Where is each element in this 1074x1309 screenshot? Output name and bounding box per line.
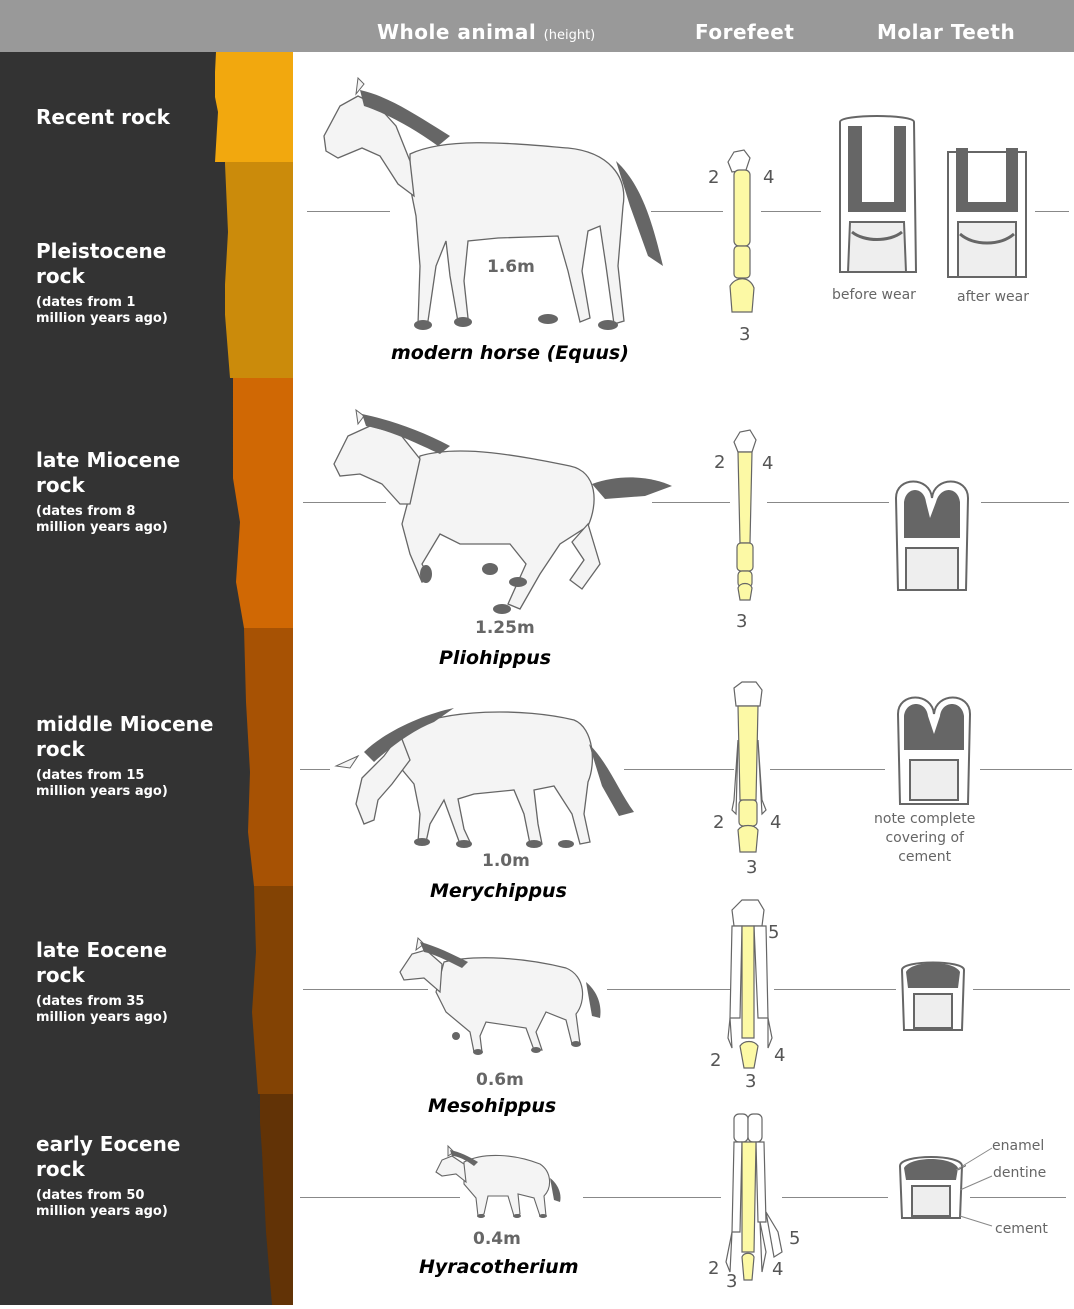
connector-line	[300, 769, 330, 770]
rock-label-middle-miocene: middle Miocene rock	[36, 712, 214, 761]
pliohippus-digit-4: 4	[762, 453, 774, 474]
equus-forefoot	[722, 148, 762, 320]
pliohippus-molar	[892, 478, 972, 598]
header-forefeet: Forefeet	[695, 20, 795, 44]
merychippus-molar	[894, 694, 974, 810]
hyracotherium-illustration	[434, 1144, 564, 1222]
rock-date-late-eocene: (dates from 35 million years ago)	[36, 994, 168, 1025]
connector-line	[767, 502, 889, 503]
before-wear-label: before wear	[832, 287, 916, 303]
equus-molar-after-wear	[944, 142, 1030, 284]
equus-digit-3: 3	[739, 324, 751, 345]
pliohippus-digit-2: 2	[714, 452, 726, 473]
header-height-note: (height)	[543, 28, 596, 43]
hyracotherium-digit-3: 3	[726, 1271, 738, 1292]
rock-layer-recent	[215, 52, 293, 162]
mesohippus-name: Mesohippus	[428, 1095, 557, 1117]
header-bar	[0, 0, 1074, 52]
cement-note: note complete covering of cement	[874, 811, 976, 865]
equus-illustration	[318, 66, 668, 336]
connector-line	[980, 769, 1072, 770]
rock-date-late-miocene: (dates from 8 million years ago)	[36, 504, 168, 535]
mesohippus-digit-3: 3	[745, 1071, 757, 1092]
rock-layer-late-eocene	[252, 886, 293, 1094]
connector-line	[774, 989, 896, 990]
rock-date-pleistocene: (dates from 1 million years ago)	[36, 295, 168, 326]
mesohippus-digit-2: 2	[710, 1050, 722, 1071]
rock-date-early-eocene: (dates from 50 million years ago)	[36, 1188, 168, 1219]
merychippus-height: 1.0m	[482, 851, 530, 871]
rock-label-pleistocene: Pleistocene rock	[36, 239, 167, 288]
hyracotherium-digit-4: 4	[772, 1259, 784, 1280]
merychippus-digit-2: 2	[713, 812, 725, 833]
rock-column	[0, 52, 293, 1305]
pliohippus-digit-3: 3	[736, 611, 748, 632]
equus-name: modern horse (Equus)	[391, 342, 629, 364]
merychippus-name: Merychippus	[430, 880, 567, 902]
connector-line	[782, 1197, 888, 1198]
rock-date-middle-miocene: (dates from 15 million years ago)	[36, 768, 168, 799]
merychippus-digit-3: 3	[746, 857, 758, 878]
pliohippus-illustration	[330, 404, 675, 616]
merychippus-digit-4: 4	[770, 812, 782, 833]
hyracotherium-height: 0.4m	[473, 1229, 521, 1249]
hyracotherium-digit-5: 5	[789, 1228, 801, 1249]
merychippus-illustration	[334, 704, 638, 848]
equus-height: 1.6m	[487, 257, 535, 277]
pliohippus-forefoot	[728, 428, 762, 604]
after-wear-label: after wear	[957, 289, 1029, 305]
mesohippus-digit-4: 4	[774, 1045, 786, 1066]
mesohippus-illustration	[396, 932, 606, 1058]
equus-digit-4: 4	[763, 167, 775, 188]
rock-label-recent: Recent rock	[36, 105, 170, 129]
pliohippus-height: 1.25m	[475, 618, 535, 638]
connector-line	[981, 502, 1069, 503]
equus-molar-before-wear	[834, 112, 920, 284]
merychippus-forefoot	[726, 680, 772, 858]
connector-line	[761, 211, 821, 212]
pliohippus-name: Pliohippus	[439, 647, 552, 669]
rock-label-early-eocene: early Eocene rock	[36, 1132, 181, 1181]
rock-layer-pleistocene	[225, 162, 293, 378]
connector-line	[770, 769, 885, 770]
enamel-label: enamel	[992, 1138, 1045, 1154]
hyracotherium-name: Hyracotherium	[419, 1256, 579, 1278]
mesohippus-molar	[898, 958, 968, 1032]
header-whole-animal: Whole animal (height)	[377, 20, 596, 44]
connector-line	[583, 1197, 721, 1198]
connector-line	[973, 989, 1070, 990]
connector-line	[607, 989, 730, 990]
rock-layer-middle-miocene	[243, 628, 293, 886]
cement-label: cement	[995, 1221, 1048, 1237]
rock-label-late-miocene: late Miocene rock	[36, 448, 181, 497]
mesohippus-height: 0.6m	[476, 1070, 524, 1090]
mesohippus-digit-5: 5	[768, 922, 780, 943]
connector-line	[624, 769, 734, 770]
connector-line	[1035, 211, 1069, 212]
tooth-label-leaders	[952, 1146, 996, 1230]
rock-layer-late-miocene	[233, 378, 293, 628]
hyracotherium-digit-2: 2	[708, 1258, 720, 1279]
rock-label-late-eocene: late Eocene rock	[36, 938, 168, 987]
dentine-label: dentine	[993, 1165, 1047, 1181]
equus-digit-2: 2	[708, 167, 720, 188]
header-molar-teeth: Molar Teeth	[877, 20, 1016, 44]
